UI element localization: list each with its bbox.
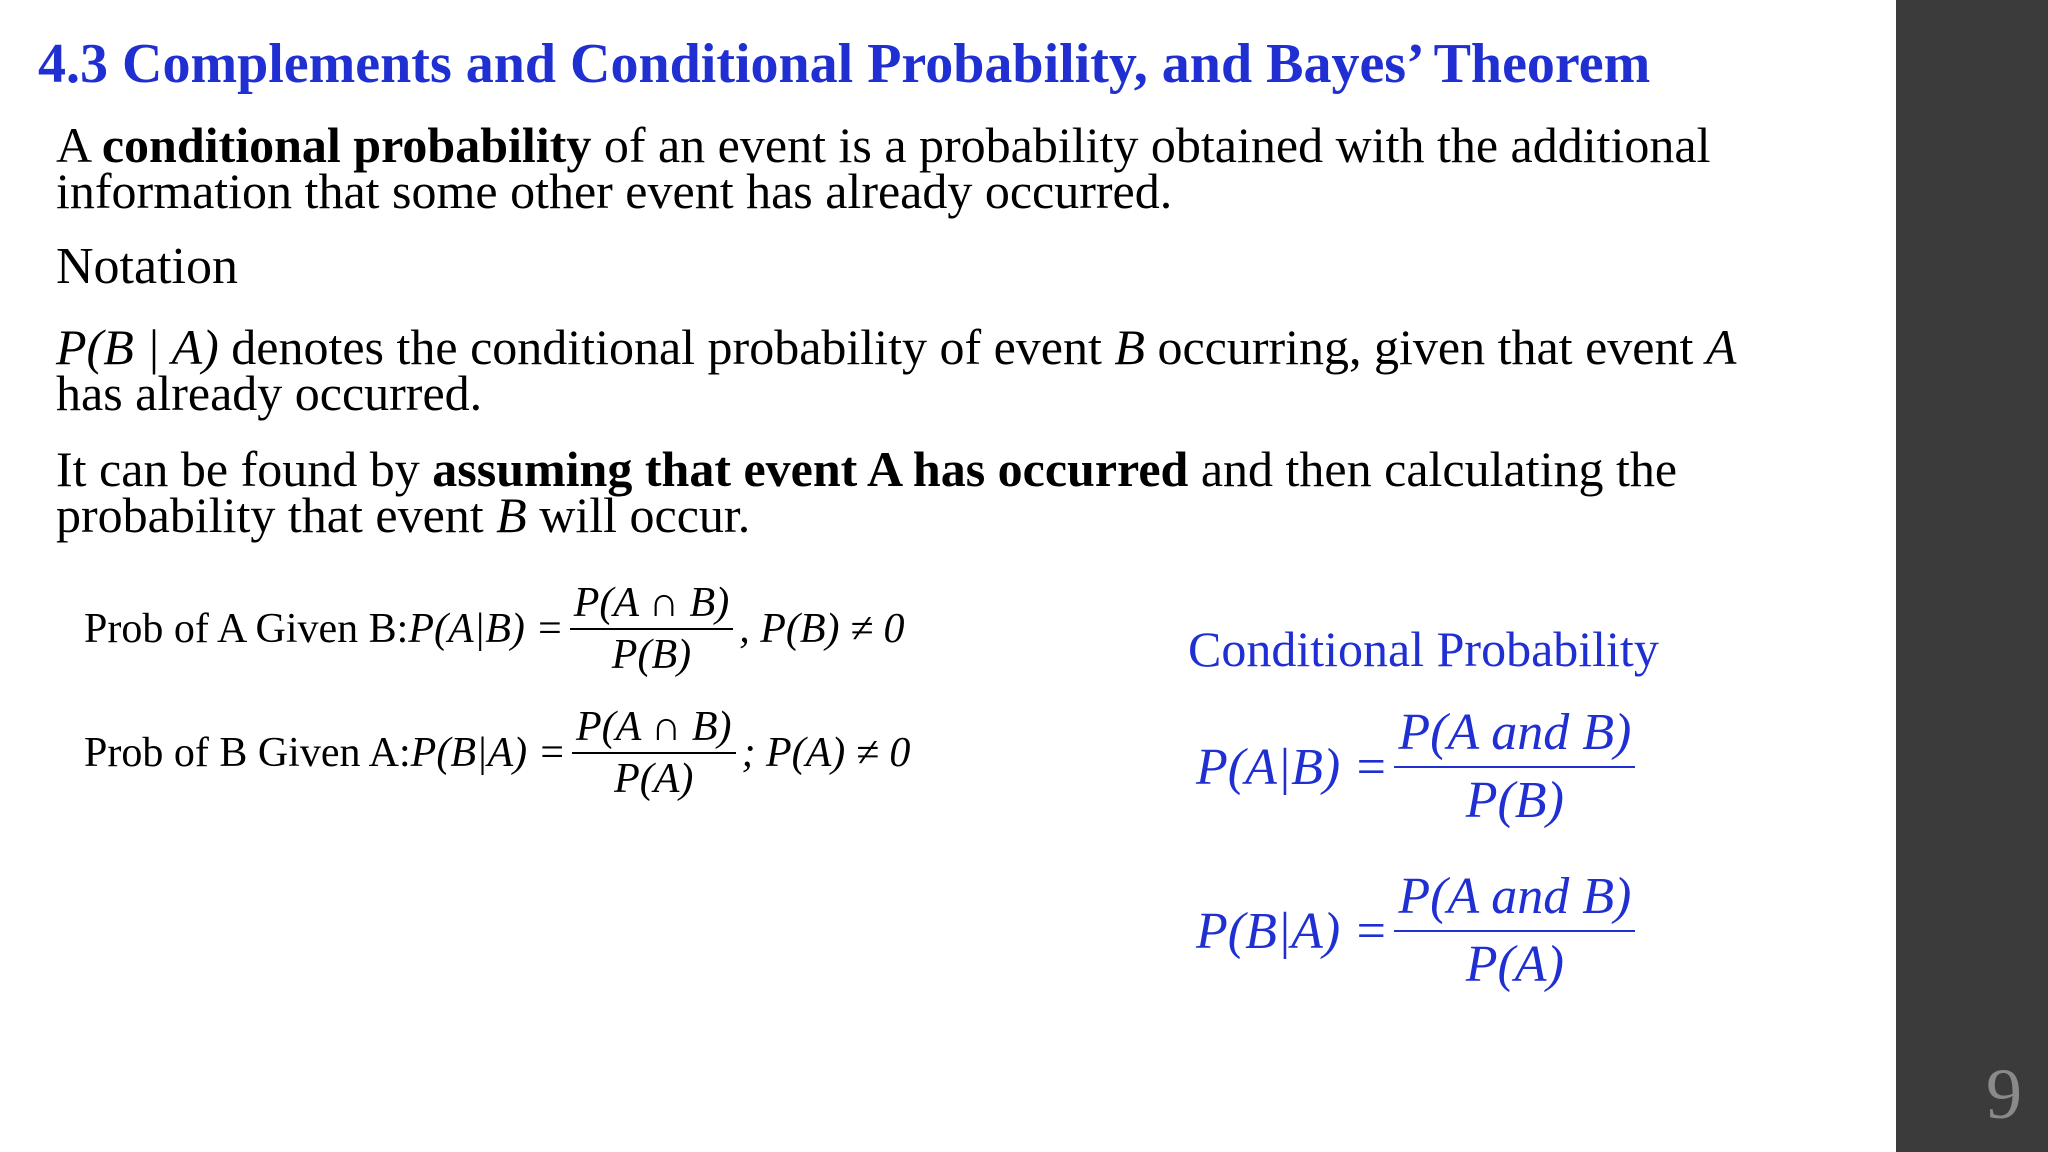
method-text: and then calculating the [1188,441,1678,497]
event-a: A [1705,319,1737,375]
formula-condition: ; P(A) ≠ 0 [741,730,911,776]
notation-text: occurring, given that event [1144,319,1706,375]
formula-label: Prob of A Given B: [84,606,409,652]
cp-lhs: P(A|B) = [1196,738,1389,796]
notation-line-1 [56,319,1737,375]
formula-denominator: P(B) [611,632,692,678]
cp-denominator: P(B) [1465,772,1564,829]
notation-heading: Notation [56,238,238,295]
cp-numerator: P(A and B) [1394,700,1635,768]
method-emphasis: assuming that event A has occurred [432,441,1189,497]
notation-paragraph [56,319,1737,421]
cp-fraction [1394,864,1635,998]
formula-lhs: P(A|B) = [408,606,564,652]
slide-sidebar [1896,0,2048,1152]
definition-text: of an event is a probability obtained with the additional [591,117,1711,173]
formula-numerator: P(A ∩ B) [572,702,736,754]
formula-b-given-a [84,702,910,804]
cp-lhs: P(B|A) = [1196,902,1389,960]
method-text: It can be found by [56,441,433,497]
cp-denominator: P(A) [1465,936,1564,993]
event-b: B [496,487,527,543]
event-b: B [1114,319,1145,375]
notation-math: P(B | A) [56,319,219,375]
formula-label: Prob of B Given A: [84,730,411,776]
method-text: will occur. [526,487,751,543]
method-paragraph [56,441,1678,543]
definition-text: A [56,117,102,173]
cp-fraction [1394,700,1635,834]
definition-line-1 [56,117,1711,173]
formula-a-given-b [84,578,905,680]
formula-denominator: P(A) [614,756,694,802]
definition-line-2: information that some other event has already occurred. [56,163,1173,219]
slide-title: 4.3 Complements and Conditional Probability, and Bayes’ Theorem [38,33,1651,95]
formula-lhs: P(B|A) = [410,730,566,776]
method-line-1 [56,441,1678,497]
formula-numerator: P(A ∩ B) [570,578,734,630]
formula-condition: , P(B) ≠ 0 [739,606,905,652]
method-line-2 [56,487,1677,543]
method-text: probability that event [56,487,497,543]
page-number: 9 [1986,1054,2022,1134]
cp-formula-b-given-a [1196,864,1641,998]
definition-paragraph [56,117,1711,219]
formula-fraction [570,578,734,680]
notation-line-2: has already occurred. [56,365,483,421]
definition-term: conditional probability [101,117,592,173]
formula-fraction [572,702,736,804]
cp-formula-a-given-b [1196,700,1641,834]
cp-numerator: P(A and B) [1394,864,1635,932]
notation-text: denotes the conditional probability of event [218,319,1115,375]
conditional-probability-heading: Conditional Probability [1188,621,1659,677]
